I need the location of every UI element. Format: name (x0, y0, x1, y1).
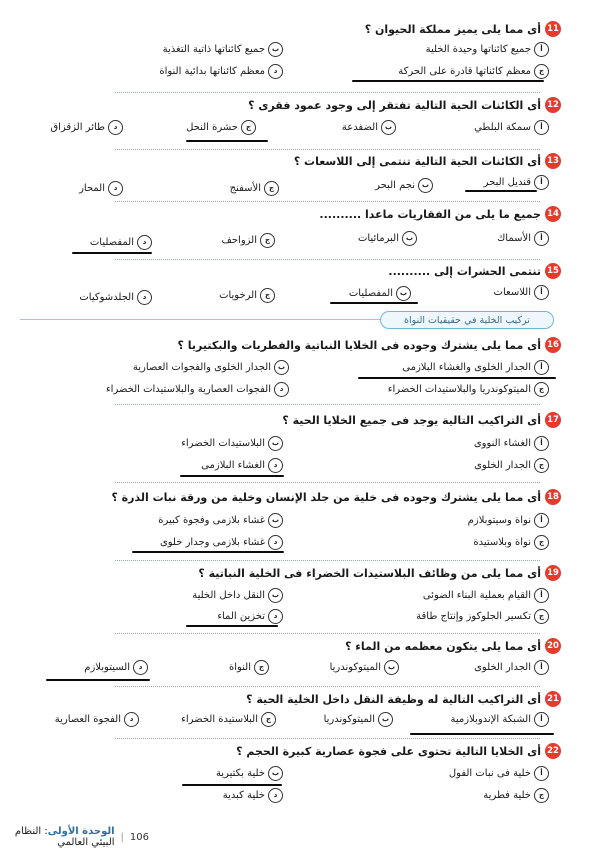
option-a (423, 588, 549, 603)
option-marker: أ (534, 588, 549, 603)
question-13-header (294, 153, 561, 169)
option-d (223, 788, 283, 803)
option-d (106, 382, 289, 397)
option-a (468, 513, 549, 528)
question-divider (115, 92, 540, 93)
option-text: نواة وبلاستيدة (473, 537, 531, 548)
option-text: الفجوة العصارية (54, 714, 121, 725)
option-d (217, 609, 283, 624)
option-text: السيتوبلازم (84, 662, 130, 673)
option-text: الجدار الخلوى والغشاء البلازمى (402, 362, 531, 373)
unit-title: : النظام البيئي العالمي (14, 826, 115, 848)
option-marker: ج (534, 458, 549, 473)
question-14-header (319, 206, 561, 222)
option-text: المفصليات (348, 288, 393, 299)
option-text: النواة (228, 662, 251, 673)
option-marker: أ (534, 231, 549, 246)
option-marker: ب (274, 360, 289, 375)
handwritten-underline (186, 140, 268, 142)
option-text: تكسير الجلوكوز وإنتاج طاقة (416, 611, 531, 622)
question-divider (115, 259, 540, 260)
option-b (158, 513, 283, 528)
question-text: أى مما يلى يشترك وجوده فى الخلايا النباتية والفطريات والبكتيريا ؟ (177, 338, 541, 352)
option-marker: ج (254, 660, 269, 675)
option-a (474, 660, 549, 675)
option-d (201, 458, 283, 473)
option-text: القيام بعملية البناء الضوئى (422, 590, 531, 601)
option-a (449, 766, 549, 781)
option-marker: أ (534, 766, 549, 781)
question-number-badge: 17 (545, 412, 561, 428)
question-divider (115, 633, 540, 634)
option-c (230, 181, 279, 196)
option-b (163, 42, 283, 57)
option-marker: د (274, 382, 289, 397)
question-16-header (178, 337, 561, 353)
footer-separator: | (120, 831, 124, 843)
option-b (375, 178, 433, 193)
option-marker: أ (534, 175, 549, 190)
footer-unit (0, 826, 115, 848)
option-b (324, 712, 393, 727)
question-number-badge: 18 (545, 489, 561, 505)
option-text: النقل داخل الخلية (192, 590, 265, 601)
section-label: تركيب الخلية في حقيقيات النواة (380, 311, 554, 329)
question-12-header (248, 97, 561, 113)
option-text: البلاستيدة الخضراء (181, 714, 258, 725)
option-text: غشاء بلازمى وفجوة كبيرة (158, 515, 265, 526)
question-number-badge: 20 (545, 638, 561, 654)
option-text: اللاسعات (493, 287, 531, 298)
question-15-header (388, 263, 561, 279)
question-11-header (365, 21, 561, 37)
option-marker: أ (534, 120, 549, 135)
option-d (79, 181, 123, 196)
handwritten-underline (72, 252, 152, 254)
option-c (473, 535, 549, 550)
question-text: أى التراكيب التالية له وظيفة النقل داخل الخلية الحية ؟ (246, 692, 541, 706)
option-text: الفجوات العصارية والبلاستيدات الخضراء (105, 384, 271, 395)
question-18-header (111, 489, 561, 505)
option-marker: ج (534, 535, 549, 550)
option-marker: ب (381, 120, 396, 135)
question-text: أى الكائنات الحية التالية تفتقر إلى وجود عمود فقرى ؟ (248, 98, 541, 112)
option-marker: أ (534, 360, 549, 375)
handwritten-underline (330, 302, 418, 304)
question-text: أى مما يلى يشترك وجوده فى خلية من جلد الإنسان وخلية من ورقة نبات الذرة ؟ (111, 490, 541, 504)
option-d (55, 712, 139, 727)
option-marker: د (268, 458, 283, 473)
option-c (388, 382, 549, 397)
question-divider (115, 482, 540, 483)
question-17-header (282, 412, 561, 428)
handwritten-underline (186, 625, 278, 627)
section-divider-line (20, 319, 380, 320)
option-text: الشبكة الإندوبلازمية (450, 714, 531, 725)
option-marker: د (124, 712, 139, 727)
option-text: خلية فطرية (483, 790, 531, 801)
option-c (219, 288, 275, 303)
question-text: تنتمى الحشرات إلى .......... (388, 264, 541, 278)
question-divider (115, 404, 540, 405)
option-b (133, 360, 289, 375)
option-marker: ب (268, 436, 283, 451)
question-text: أى مما يلى يتكون معظمه من الماء ؟ (345, 639, 541, 653)
option-c (398, 64, 549, 79)
option-marker: ب (384, 660, 399, 675)
option-a (494, 285, 549, 300)
option-text: الجدار الخلوى والفجوات العصارية (132, 362, 271, 373)
option-marker: د (108, 181, 123, 196)
option-marker: ب (268, 42, 283, 57)
option-text: الميتوكوندريا (323, 714, 375, 725)
option-text: الغشاء البلازمى (201, 460, 265, 471)
option-text: البلاستيدات الخضراء (181, 438, 265, 449)
option-b (181, 436, 283, 451)
option-d (84, 660, 148, 675)
question-number-badge: 11 (545, 21, 561, 37)
option-text: معظم كائناتها بدائية النواة (159, 66, 265, 77)
handwritten-underline (358, 377, 556, 379)
option-b (216, 766, 283, 781)
question-text: أى الكائنات الحية التالية تنتمى إلى اللاسعات ؟ (293, 154, 541, 168)
option-marker: ج (534, 64, 549, 79)
option-marker: أ (534, 712, 549, 727)
handwritten-underline (352, 80, 544, 82)
option-text: جميع كائناتها ذاتية التغذية (162, 44, 265, 55)
question-number-badge: 19 (545, 565, 561, 581)
option-text: الجدار الخلوى (474, 662, 531, 673)
question-number-badge: 13 (545, 153, 561, 169)
handwritten-underline (132, 551, 284, 553)
handwritten-underline (180, 475, 284, 477)
option-text: الميتوكوندريا (329, 662, 381, 673)
option-text: خلية بكتيرية (215, 768, 265, 779)
option-marker: ب (402, 231, 417, 246)
option-text: غشاء بلازمى وجدار خلوى (159, 537, 265, 548)
question-number-badge: 16 (545, 337, 561, 353)
option-text: نواة وسيتوبلازم (467, 515, 531, 526)
page-number: 106 (129, 831, 149, 843)
question-number-badge: 14 (545, 206, 561, 222)
option-a (497, 231, 549, 246)
handwritten-underline (182, 784, 282, 786)
option-marker: ج (264, 181, 279, 196)
option-marker: ب (396, 286, 411, 301)
option-marker: ج (241, 120, 256, 135)
question-number-badge: 22 (545, 743, 561, 759)
option-text: تخزين الماء (217, 611, 265, 622)
question-number-badge: 21 (545, 691, 561, 707)
option-text: سمكة البلطي (474, 122, 531, 133)
option-text: جميع كائناتها وحيدة الخلية (425, 44, 531, 55)
page-footer (0, 826, 149, 848)
option-marker: أ (534, 660, 549, 675)
option-text: الرخويات (219, 290, 257, 301)
option-text: الميتوكوندريا والبلاستيدات الخضراء (387, 384, 531, 395)
question-text: أى مما يلى يميز مملكة الحيوان ؟ (364, 22, 541, 36)
option-text: قنديل البحر (483, 177, 531, 188)
option-a (451, 712, 549, 727)
question-divider (115, 738, 540, 739)
option-marker: د (133, 660, 148, 675)
option-b (330, 660, 399, 675)
option-b (358, 231, 417, 246)
question-number-badge: 12 (545, 97, 561, 113)
question-20-header (345, 638, 561, 654)
option-c (222, 233, 275, 248)
option-b (342, 120, 396, 135)
handwritten-underline (465, 190, 537, 192)
option-c (229, 660, 269, 675)
option-marker: أ (534, 42, 549, 57)
option-marker: ج (534, 788, 549, 803)
option-marker: ج (534, 382, 549, 397)
option-d (159, 64, 283, 79)
question-22-header (236, 743, 561, 759)
option-marker: ب (418, 178, 433, 193)
option-marker: ج (261, 712, 276, 727)
option-marker: أ (534, 436, 549, 451)
handwritten-underline (46, 679, 150, 681)
option-a (484, 175, 549, 190)
option-text: الأسفنج (229, 183, 261, 194)
option-marker: ج (260, 233, 275, 248)
option-text: الأسماك (497, 233, 531, 244)
option-text: طائر الزقزاق (50, 122, 105, 133)
option-text: البرمائيات (357, 233, 399, 244)
option-d (79, 290, 152, 305)
option-d (90, 235, 152, 250)
option-text: الزواحف (221, 235, 257, 246)
option-text: خلية فى نبات الفول (448, 768, 531, 779)
question-text: أى التراكيب التالية يوجد فى جميع الخلايا الحية ؟ (282, 413, 541, 427)
option-marker: د (137, 235, 152, 250)
option-marker: ب (268, 513, 283, 528)
option-d (160, 535, 283, 550)
option-a (402, 360, 549, 375)
option-c (181, 712, 276, 727)
option-marker: د (268, 64, 283, 79)
option-text: المفصليات (89, 237, 134, 248)
option-text: الجلدشوكيات (79, 292, 134, 303)
option-text: خلية كبدية (222, 790, 265, 801)
option-text: معظم كائناتها قادرة على الحركة (398, 66, 531, 77)
option-marker: أ (534, 513, 549, 528)
option-b (192, 588, 283, 603)
option-marker: ج (260, 288, 275, 303)
option-c (483, 788, 549, 803)
option-marker: ب (378, 712, 393, 727)
option-d (50, 120, 123, 135)
option-marker: د (268, 788, 283, 803)
option-a (426, 42, 549, 57)
question-21-header (246, 691, 561, 707)
option-marker: د (108, 120, 123, 135)
handwritten-underline (410, 733, 554, 735)
option-text: حشرة النحل (186, 122, 238, 133)
option-text: المحار (79, 183, 105, 194)
option-c (474, 458, 549, 473)
option-marker: د (137, 290, 152, 305)
option-marker: د (268, 535, 283, 550)
option-b (349, 286, 411, 301)
question-divider (115, 686, 540, 687)
unit-label: الوحدة الأولى (47, 826, 115, 837)
option-text: نجم البحر (375, 180, 415, 191)
option-marker: أ (534, 285, 549, 300)
option-marker: ج (534, 609, 549, 624)
option-marker: ب (268, 766, 283, 781)
option-marker: د (268, 609, 283, 624)
question-divider (115, 149, 540, 150)
option-a (474, 120, 549, 135)
question-divider (115, 560, 540, 561)
question-text: جميع ما يلى من الفقاريات ماعدا .......... (319, 207, 541, 221)
question-text: أى مما يلى من وظائف البلاستيدات الخضراء فى الخلية النباتية ؟ (198, 566, 541, 580)
option-text: الجدار الخلوى (474, 460, 531, 471)
option-c (416, 609, 549, 624)
question-number-badge: 15 (545, 263, 561, 279)
option-text: الغشاء النووى (473, 438, 531, 449)
option-a (474, 436, 549, 451)
question-19-header (198, 565, 561, 581)
question-text: أى الخلايا التالية تحتوى على فجوة عصارية كبيرة الحجم ؟ (236, 744, 541, 758)
option-c (186, 120, 256, 135)
option-text: الضفدعة (341, 122, 378, 133)
option-marker: ب (268, 588, 283, 603)
question-divider (115, 201, 540, 202)
